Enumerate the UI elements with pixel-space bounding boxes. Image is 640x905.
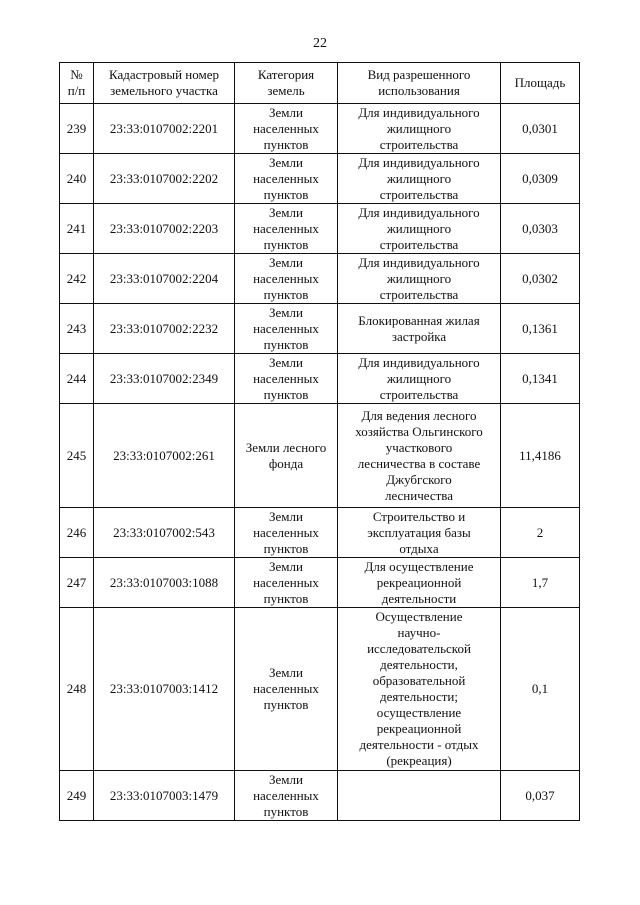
table-row xyxy=(60,304,580,354)
row-category: Земли населенных пунктов xyxy=(235,204,338,254)
row-category: Земли населенных пунктов xyxy=(235,558,338,608)
table-row xyxy=(60,771,580,821)
row-num: 239 xyxy=(60,104,94,154)
table-row xyxy=(60,104,580,154)
row-use: Для индивидуального жилищного строительства xyxy=(338,154,501,204)
row-cadastral: 23:33:0107002:2202 xyxy=(94,154,235,204)
land-register-table xyxy=(59,62,580,821)
row-num: 246 xyxy=(60,508,94,558)
row-use: Для ведения лесного хозяйства Ольгинского участкового лесничества в составе Джубгского лесничества xyxy=(338,404,501,508)
header-category: Категория земель xyxy=(235,63,338,104)
row-use: Для индивидуального жилищного строительства xyxy=(338,204,501,254)
row-use: Для индивидуального жилищного строительства xyxy=(338,254,501,304)
row-area: 0,0301 xyxy=(501,104,580,154)
row-cadastral: 23:33:0107002:2201 xyxy=(94,104,235,154)
row-cadastral: 23:33:0107002:2349 xyxy=(94,354,235,404)
row-area: 0,1 xyxy=(501,608,580,771)
page-number: 22 xyxy=(313,36,327,51)
table-row xyxy=(60,508,580,558)
header-num: № п/п xyxy=(60,63,94,104)
row-use: Для индивидуального жилищного строительства xyxy=(338,104,501,154)
row-cadastral: 23:33:0107002:2204 xyxy=(94,254,235,304)
row-area: 0,0303 xyxy=(501,204,580,254)
row-use xyxy=(338,771,501,821)
row-num: 249 xyxy=(60,771,94,821)
row-category: Земли населенных пунктов xyxy=(235,304,338,354)
row-use: Строительство и эксплуатация базы отдыха xyxy=(338,508,501,558)
row-use: Для осуществление рекреационной деятельности xyxy=(338,558,501,608)
table-header xyxy=(60,63,580,104)
row-area: 1,7 xyxy=(501,558,580,608)
row-use: Блокированная жилая застройка xyxy=(338,304,501,354)
table-body xyxy=(60,104,580,821)
row-num: 241 xyxy=(60,204,94,254)
row-area: 0,037 xyxy=(501,771,580,821)
row-cadastral: 23:33:0107003:1412 xyxy=(94,608,235,771)
row-category: Земли населенных пунктов xyxy=(235,154,338,204)
row-cadastral: 23:33:0107002:261 xyxy=(94,404,235,508)
row-area: 0,0302 xyxy=(501,254,580,304)
table-row xyxy=(60,404,580,508)
header-cadastral: Кадастровый номер земельного участка xyxy=(94,63,235,104)
row-area: 0,1361 xyxy=(501,304,580,354)
table-row xyxy=(60,354,580,404)
row-cadastral: 23:33:0107002:2232 xyxy=(94,304,235,354)
header-row xyxy=(60,63,580,104)
row-category: Земли населенных пунктов xyxy=(235,354,338,404)
table-row xyxy=(60,204,580,254)
row-category: Земли населенных пунктов xyxy=(235,104,338,154)
table-row xyxy=(60,558,580,608)
row-num: 240 xyxy=(60,154,94,204)
row-num: 248 xyxy=(60,608,94,771)
header-use: Вид разрешенного использования xyxy=(338,63,501,104)
row-area: 11,4186 xyxy=(501,404,580,508)
row-category: Земли населенных пунктов xyxy=(235,254,338,304)
row-category: Земли населенных пунктов xyxy=(235,608,338,771)
row-category: Земли населенных пунктов xyxy=(235,771,338,821)
row-num: 244 xyxy=(60,354,94,404)
row-cadastral: 23:33:0107003:1088 xyxy=(94,558,235,608)
row-use: Осуществление научно- исследовательской деятельности, образовательной деятельности; осуществление рекреационной деятельности - отдых (рекреация) xyxy=(338,608,501,771)
row-cadastral: 23:33:0107003:1479 xyxy=(94,771,235,821)
row-num: 247 xyxy=(60,558,94,608)
row-num: 242 xyxy=(60,254,94,304)
table-row xyxy=(60,254,580,304)
row-use: Для индивидуального жилищного строительства xyxy=(338,354,501,404)
header-area: Площадь xyxy=(501,63,580,104)
row-num: 245 xyxy=(60,404,94,508)
row-area: 2 xyxy=(501,508,580,558)
row-area: 0,1341 xyxy=(501,354,580,404)
row-cadastral: 23:33:0107002:2203 xyxy=(94,204,235,254)
row-category: Земли населенных пунктов xyxy=(235,508,338,558)
row-area: 0,0309 xyxy=(501,154,580,204)
row-category: Земли лесного фонда xyxy=(235,404,338,508)
table-row xyxy=(60,154,580,204)
row-num: 243 xyxy=(60,304,94,354)
table-row xyxy=(60,608,580,771)
row-cadastral: 23:33:0107002:543 xyxy=(94,508,235,558)
